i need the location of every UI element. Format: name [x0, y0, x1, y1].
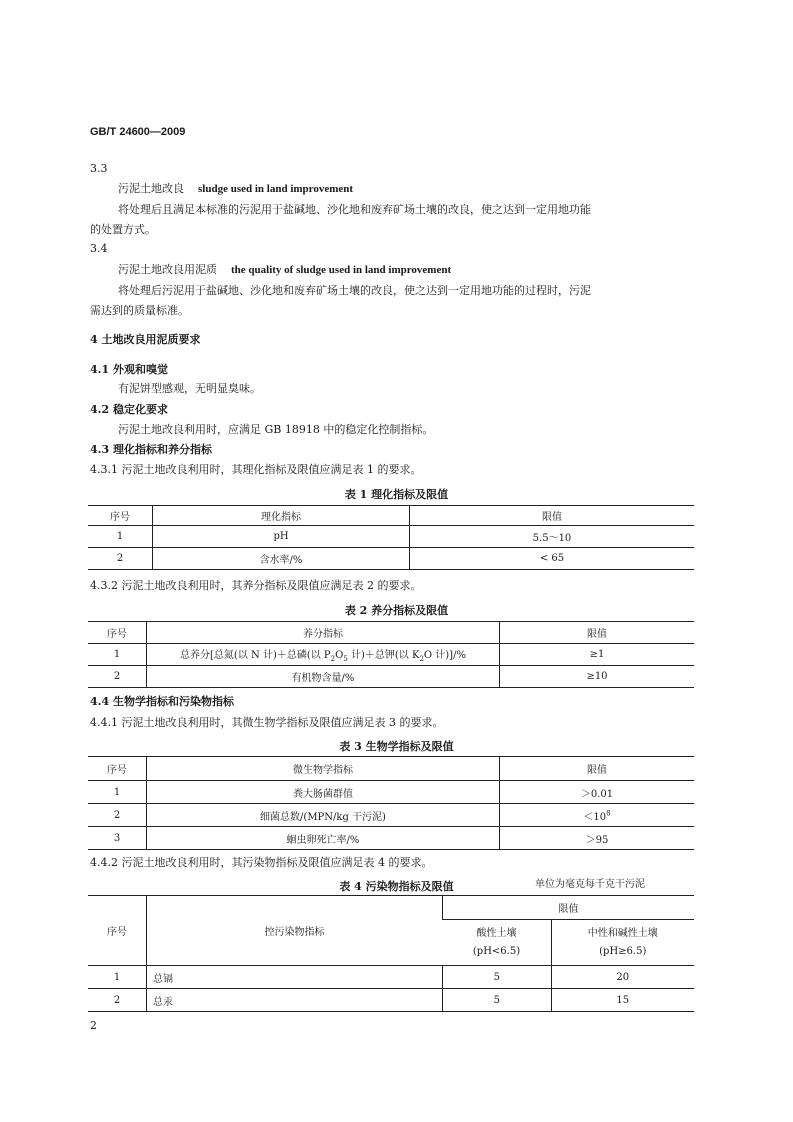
table2-header-no: 序号 — [88, 622, 147, 644]
table-row — [88, 548, 694, 570]
clause-3-4-term — [118, 264, 451, 276]
table4-header-limit: 限值 — [443, 896, 695, 920]
section-4-1-body: 有泥饼型感观，无明显臭味。 — [118, 382, 261, 395]
table4-cell: 总镉 — [147, 966, 443, 989]
table3-caption: 表 3 生物学指标及限值 — [339, 740, 454, 753]
table4-cell: 5 — [443, 989, 552, 1012]
standard-number: GB/T 24600—2009 — [90, 126, 186, 138]
section-4-1-title: 4.1 外观和嗅觉 — [90, 363, 168, 376]
table4-cell: 15 — [551, 989, 694, 1012]
section-4-title: 4 土地改良用泥质要求 — [90, 333, 201, 346]
table2-header-limit: 限值 — [500, 622, 695, 644]
table4-cell: 总汞 — [147, 989, 443, 1012]
table3-cell-name: 蛔虫卵死亡率/% — [147, 827, 500, 850]
term-cn: 污泥土地改良用泥质 — [118, 263, 217, 276]
term-en: sludge used in land improvement — [198, 183, 354, 195]
table4-cell: 1 — [88, 966, 147, 989]
table3-cell-limit: ＞95 — [500, 827, 695, 850]
table3-cell-no: 3 — [88, 827, 147, 850]
table1-cell: 5.5～10 — [410, 526, 695, 548]
section-4-2-title: 4.2 稳定化要求 — [90, 403, 168, 416]
table2 — [88, 621, 694, 688]
table3-cell-limit: ＞0.01 — [500, 781, 695, 804]
section-4-3-1-text: 4.3.1 污泥土地改良利用时，其理化指标及限值应满足表 1 的要求。 — [90, 463, 422, 476]
clause-3-4-definition-line2: 需达到的质量标准。 — [90, 304, 189, 317]
table3-header-limit: 限值 — [500, 757, 695, 781]
table2-cell-limit: ≥10 — [500, 666, 695, 688]
table3-cell-name: 粪大肠菌群值 — [147, 781, 500, 804]
table3 — [88, 756, 694, 850]
clause-3-3-term — [118, 183, 353, 195]
table3-cell-name: 细菌总数/(MPN/kg 干污泥) — [147, 804, 500, 827]
table1-cell: pH — [153, 526, 410, 548]
section-4-2-body: 污泥土地改良利用时，应满足 GB 18918 中的稳定化控制指标。 — [118, 423, 434, 436]
section-4-4-title: 4.4 生物学指标和污染物指标 — [90, 695, 234, 708]
section-4-3-2-text: 4.3.2 污泥土地改良利用时，其养分指标及限值应满足表 2 的要求。 — [90, 579, 422, 592]
clause-3-3-definition-line1: 将处理后且满足本标准的污泥用于盐碱地、沙化地和废弃矿场土壤的改良，使之达到一定用地功能 — [118, 203, 591, 216]
table2-header-indicator: 养分指标 — [147, 622, 500, 644]
table2-cell-total-nutrient: 总养分[总氮(以 N 计)＋总磷(以 $P_2O_5$ 计)＋总钾(以 $K_2O$ 计)]/% — [147, 644, 500, 666]
table-row — [88, 526, 694, 548]
term-en: the quality of sludge used in land improvement — [231, 264, 452, 276]
table-row — [88, 666, 694, 688]
table1-header-limit: 限值 — [410, 506, 695, 526]
term-cn: 污泥土地改良 — [118, 182, 184, 195]
table4-header-no: 序号 — [88, 896, 147, 966]
table-row — [88, 804, 694, 827]
table4-cell: 2 — [88, 989, 147, 1012]
clause-3-3-number: 3.3 — [90, 162, 108, 175]
table2-cell-limit: ≥1 — [500, 644, 695, 666]
section-4-4-2-text: 4.4.2 污泥土地改良利用时，其污染物指标及限值应满足表 4 的要求。 — [90, 856, 433, 869]
table2-caption: 表 2 养分指标及限值 — [344, 604, 449, 617]
table1-cell: < 65 — [410, 548, 695, 570]
table4-header-acid: 酸性土壤 (pH<6.5) — [443, 920, 552, 966]
table-row — [88, 781, 694, 804]
table4-cell: 20 — [551, 966, 694, 989]
table-row — [88, 827, 694, 850]
table4-unit: 单位为毫克每千克干污泥 — [535, 879, 645, 890]
table3-header-no: 序号 — [88, 757, 147, 781]
section-4-3-title: 4.3 理化指标和养分指标 — [90, 443, 212, 456]
table2-cell-no: 1 — [88, 644, 147, 666]
table2-cell-no: 2 — [88, 666, 147, 688]
section-4-4-1-text: 4.4.1 污泥土地改良利用时，其微生物学指标及限值应满足表 3 的要求。 — [90, 716, 444, 729]
table1-cell: 2 — [88, 548, 153, 570]
table1-cell: 1 — [88, 526, 153, 548]
table1-header-indicator: 理化指标 — [153, 506, 410, 526]
table4 — [88, 895, 694, 1012]
table-row — [88, 966, 694, 989]
table3-cell-no: 2 — [88, 804, 147, 827]
table4-cell: 5 — [443, 966, 552, 989]
table1-caption: 表 1 理化指标及限值 — [344, 488, 449, 501]
table3-header-indicator: 微生物学指标 — [147, 757, 500, 781]
clause-3-4-definition-line1: 将处理后污泥用于盐碱地、沙化地和废弃矿场土壤的改良，使之达到一定用地功能的过程时，污泥 — [118, 284, 591, 297]
table4-header-neutral: 中性和碱性土壤 (pH≥6.5) — [551, 920, 694, 966]
table2-cell-organic: 有机物含量/% — [147, 666, 500, 688]
table1-cell: 含水率/% — [153, 548, 410, 570]
table1 — [88, 505, 694, 570]
table1-header-no: 序号 — [88, 506, 153, 526]
table3-cell-limit: $<10^8$ — [500, 804, 695, 827]
clause-3-3-definition-line2: 的处置方式。 — [90, 223, 156, 236]
table4-caption: 表 4 污染物指标及限值 — [339, 880, 454, 893]
table3-cell-no: 1 — [88, 781, 147, 804]
page-number: 2 — [90, 1019, 97, 1032]
table-row — [88, 644, 694, 666]
table4-header-indicator: 控污染物指标 — [147, 896, 443, 966]
clause-3-4-number: 3.4 — [90, 242, 108, 255]
table-row — [88, 989, 694, 1012]
